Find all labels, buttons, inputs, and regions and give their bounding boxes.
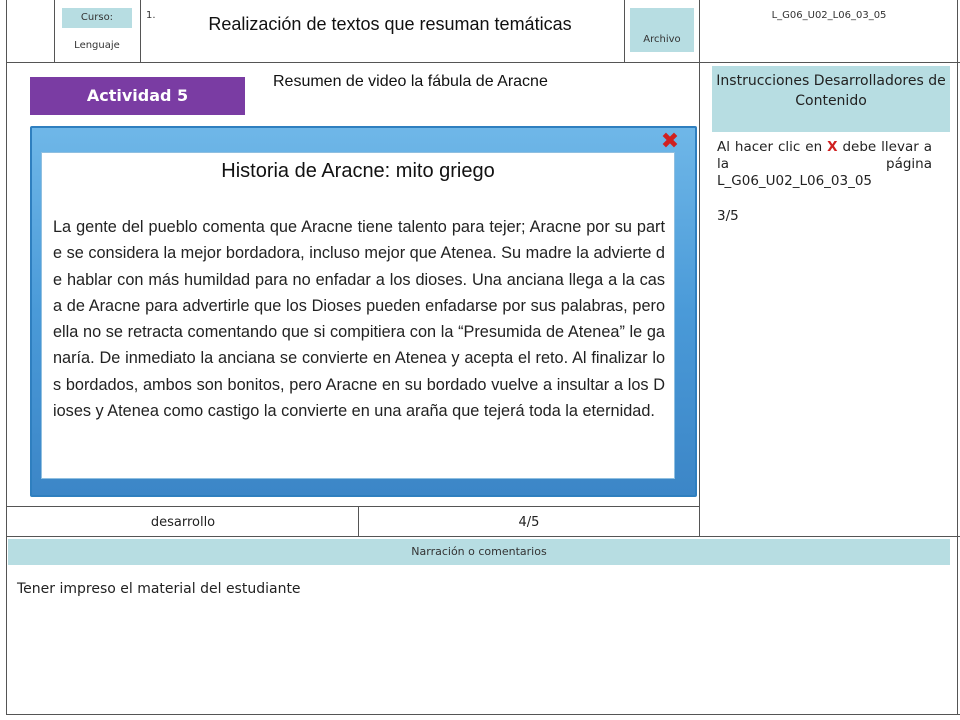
narration-heading: Narración o comentarios xyxy=(8,539,950,565)
file-code: L_G06_U02_L06_03_05 xyxy=(771,10,887,21)
activity-badge: Actividad 5 xyxy=(30,77,245,115)
story-title: Historia de Aracne: mito griego xyxy=(221,160,495,182)
subject-label: Lenguaje xyxy=(74,40,120,51)
instructions-text-before: Al hacer clic en xyxy=(717,139,828,155)
page-indicator: 4/5 xyxy=(518,515,540,530)
narration-text: Tener impreso el material del estudiante xyxy=(17,581,301,597)
section-number: 1. xyxy=(146,10,156,21)
instructions-page: 3/5 xyxy=(717,208,739,224)
activity-subtitle: Resumen de video la fábula de Aracne xyxy=(273,73,548,90)
story-text: La gente del pueblo comenta que Aracne tiene talento para tejer; Aracne por su parte se considera la mejor bordadora, incluso mejor que Atenea. Su madre la advierte de hablar con más humildad para no enfadar a los dioses. Una anciana llega a la casa de Aracne para advertirle que los Dioses pueden enfadarse por sus palabras, pero ella no se retracta comentando que si compitiera con la “Presumida de Atenea” le ganaría. De inmediato la anciana se convierte en Atenea y acepta el reto. Al finalizar los bordados, ambos son bonitos, pero Aracne en su bordado vuelve a insultar a los Dioses y Atenea como castigo la convierte en una araña que tejerá toda la eternidad. xyxy=(53,218,665,421)
close-icon[interactable]: ✖ xyxy=(660,129,680,154)
instructions-text-after: debe llevar a la página L_G06_U02_L06_03_05 xyxy=(717,139,932,189)
x-symbol: X xyxy=(827,139,838,155)
archivo-label: Archivo xyxy=(630,8,694,52)
stage-label: desarrollo xyxy=(150,515,216,530)
instructions-text xyxy=(717,139,932,190)
instructions-heading: Instrucciones Desarrolladores de Contenido xyxy=(712,66,950,132)
curso-label: Curso: xyxy=(62,8,132,28)
page-title: Realización de textos que resuman temáticas xyxy=(208,14,572,34)
